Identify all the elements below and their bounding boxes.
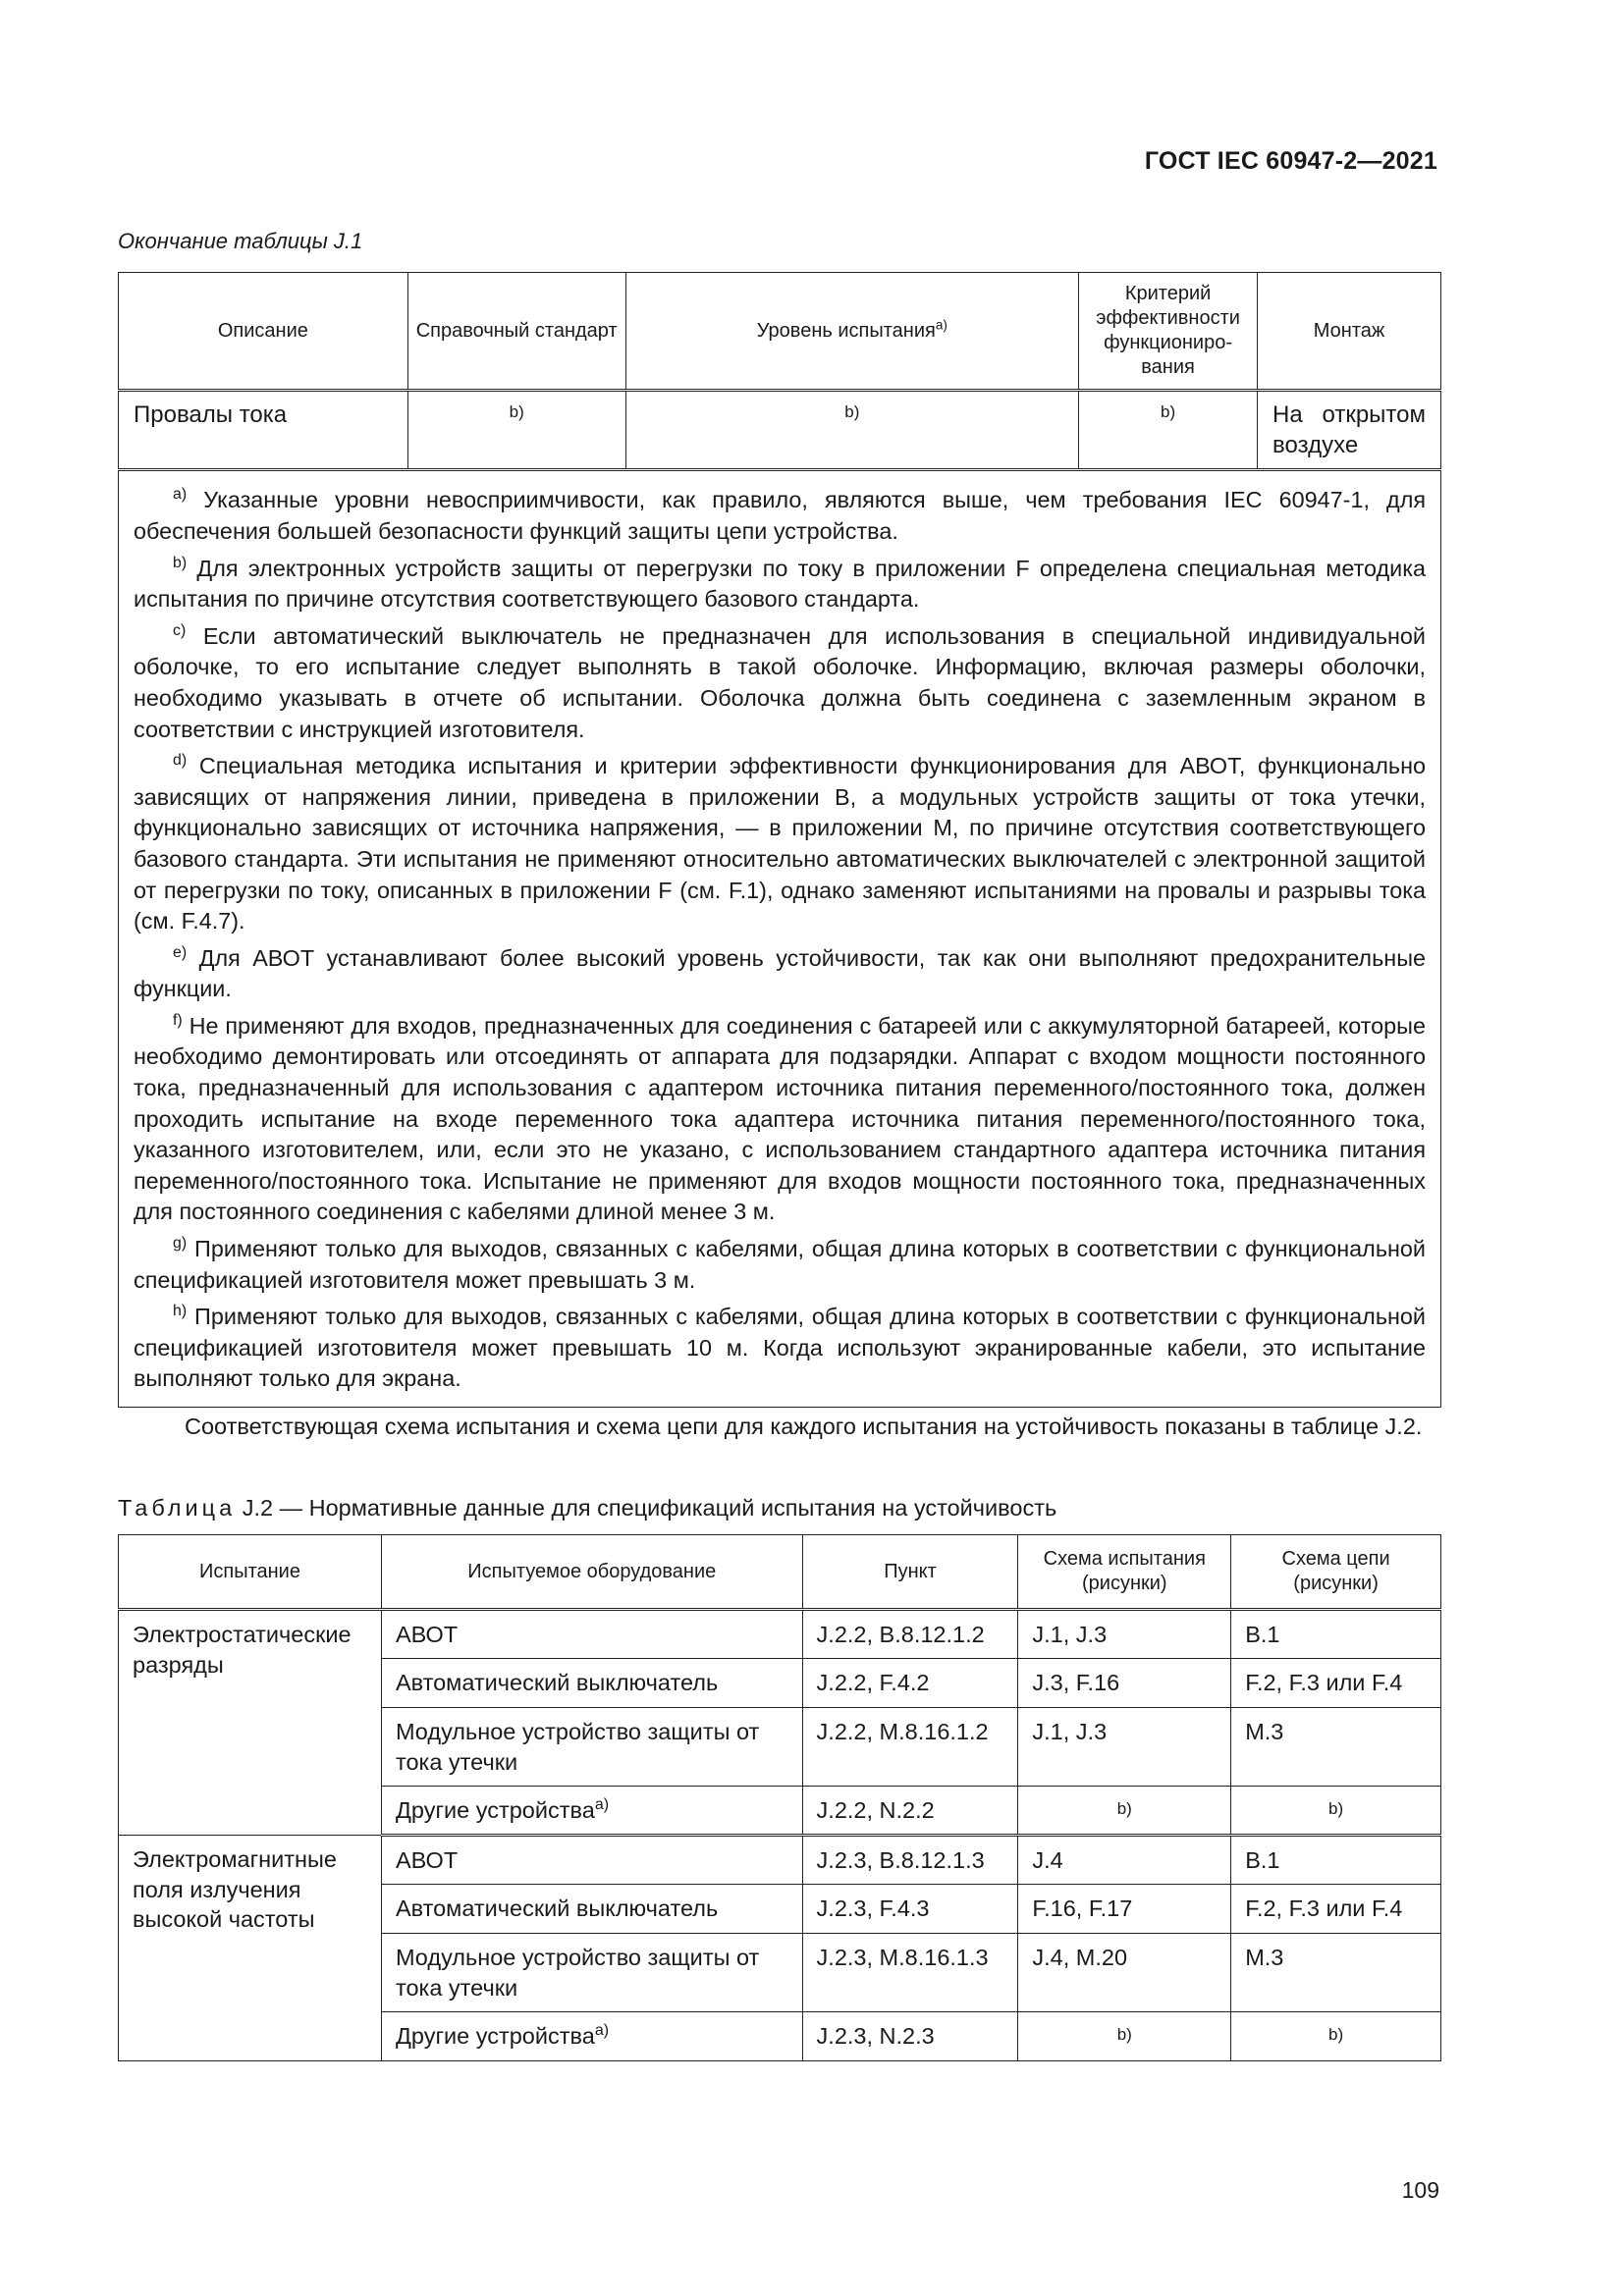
column-header-reference-standard: Справочный стандарт xyxy=(407,273,625,391)
caption-label: Таблица xyxy=(118,1495,237,1521)
body-paragraph: Соответствующая схема испытания и схема цепи для каждого испытания на устойчивость показаны в таблице J.2. xyxy=(185,1414,1423,1439)
cell-clause: J.2.2, M.8.16.1.2 xyxy=(802,1708,1018,1787)
footnote-d: $^{d)}$ Специальная методика испытания и критерии эффективности функционирования для АВОТ, функционально зависящих от напряжения линии, приведена в приложении В, а модульных устройств защиты от тока утечки, функционально зависящих от источника напряжения, — в приложении М, по причине отсутствия соответствующего базового стандарта. Эти испытания не применяют относительно автоматических выключателей с электронной защитой от перегрузки по току, описанных в приложении F (см. F.1), однако заменяют испытаниями на провалы и разрывы тока (см. F.4.7). xyxy=(134,752,1426,934)
cell-circuit-scheme: F.2, F.3 или F.4 xyxy=(1231,1659,1441,1708)
footnote-f: $^{f)}$ Не применяют для входов, предназначенных для соединения с батареей или с аккумуляторной батареей, которые необходимо демонтировать или отсоединять от аппарата для подзарядки. Аппарат с входом мощности постоянного тока, предназначенный для использования с адаптером источника питания переменного/постоянного тока, должен проходить испытание на входе переменного тока адаптера источника питания переменного/постоянного тока, указанного изготовителем, или, если это не указано, с использованием стандартного адаптера источника питания переменного/постоянного тока. Испытание не применяют для входов мощности постоянного тока, предназначенных для постоянного соединения с кабелями длиной менее 3 м. xyxy=(134,1012,1426,1225)
cell-equipment: Автоматический выключатель xyxy=(381,1659,802,1708)
cell-equipment: АВОТ xyxy=(381,1610,802,1659)
cell-clause: J.2.3, N.2.3 xyxy=(802,2012,1018,2061)
cell-test-level: b) xyxy=(625,391,1078,470)
table-row xyxy=(119,1836,1441,1885)
table-j1-end xyxy=(118,272,1441,1408)
footnote-mark: h) xyxy=(173,1303,188,1320)
cell-test-scheme: F.16, F.17 xyxy=(1018,1885,1231,1934)
table-j2-caption xyxy=(118,1495,1056,1522)
cell-equipment: Модульное устройство защиты от тока утечки xyxy=(381,1708,802,1787)
cell-circuit-scheme: b) xyxy=(1231,1787,1441,1836)
footnote-g: $^{g)}$ Применяют только для выходов, связанных с кабелями, общая длина которых в соответствии с функциональной спецификацией изготовителя может превышать 3 м. xyxy=(134,1235,1426,1293)
footnote-mark: c) xyxy=(173,621,187,639)
table-row xyxy=(119,1610,1441,1659)
cell-circuit-scheme: b) xyxy=(1231,2012,1441,2061)
cell-test-type: Электромагнитные поля излучения высокой частоты xyxy=(119,1836,382,2061)
cell-clause: J.2.3, M.8.16.1.3 xyxy=(802,1934,1018,2012)
footnote-mark: a) xyxy=(594,1796,610,1814)
footnote-e: $^{e)}$ Для АВОТ устанавливают более высокий уровень устойчивости, так как они выполняют предохранительные функции. xyxy=(134,943,1427,1002)
cell-test-scheme: J.4, M.20 xyxy=(1018,1934,1231,2012)
caption-title: J.2 — Нормативные данные для спецификаций испытания на устойчивость xyxy=(242,1495,1057,1521)
table-footnotes xyxy=(119,470,1441,1408)
footnote-mark: g) xyxy=(173,1235,188,1253)
cell-test-type: Электростатические разряды xyxy=(119,1610,382,1836)
cell-clause: J.2.2, N.2.2 xyxy=(802,1787,1018,1836)
document-code: ГОСТ IEC 60947-2—2021 xyxy=(1144,147,1437,175)
footnote-mark: a) xyxy=(935,316,947,332)
footnote-h: $^{h)}$ Применяют только для выходов, связанных с кабелями, общая длина которых в соответствии с функциональной спецификацией изготовителя может превышать 10 м. Когда используют экранированные кабели, это испытание выполняют только для экрана. xyxy=(134,1303,1426,1392)
footnote-mark: d) xyxy=(173,752,188,770)
table-header-row xyxy=(119,1535,1441,1610)
column-header-equipment: Испытуемое оборудование xyxy=(381,1535,802,1610)
column-header-test: Испытание xyxy=(119,1535,382,1610)
page-number: 109 xyxy=(1401,2177,1439,2203)
cell-description: Провалы тока xyxy=(119,391,408,470)
column-header-description: Описание xyxy=(119,273,408,391)
cell-circuit-scheme: B.1 xyxy=(1231,1610,1441,1659)
footnote-mark: a) xyxy=(173,486,188,504)
cell-equipment: АВОТ xyxy=(381,1836,802,1885)
column-header-circuit-scheme: Схема цепи (рисунки) xyxy=(1231,1535,1441,1610)
cell-test-scheme: J.1, J.3 xyxy=(1018,1610,1231,1659)
footnote-a: $^{a)}$ Указанные уровни невосприимчивости, как правило, являются выше, чем требования IEC 60947-1, для обеспечения большей безопасности функций защиты цепи устройства. xyxy=(134,486,1427,544)
cell-equipment: Другие устройства$^{a)}$ xyxy=(381,1787,802,1836)
footnote-mark: a) xyxy=(594,2022,610,2040)
cell-clause: J.2.3, B.8.12.1.3 xyxy=(802,1836,1018,1885)
cell-mounting: На открытом воздухе xyxy=(1258,391,1441,470)
column-header-clause: Пункт xyxy=(802,1535,1018,1610)
cell-circuit-scheme: M.3 xyxy=(1231,1708,1441,1787)
cell-test-scheme: b) xyxy=(1018,1787,1231,1836)
column-header-performance-criterion: Критерий эффективности функциониро-вания xyxy=(1079,273,1258,391)
cell-test-scheme: b) xyxy=(1018,2012,1231,2061)
column-header-test-scheme: Схема испытания (рисунки) xyxy=(1018,1535,1231,1610)
cell-equipment: Модульное устройство защиты от тока утечки xyxy=(381,1934,802,2012)
footnote-mark: e) xyxy=(173,943,188,961)
footnote-c: $^{c)}$ Если автоматический выключатель не предназначен для использования в специальной индивидуальной оболочке, то его испытание следует выполнять в такой оболочке. Информацию, включая размеры оболочки, необходимо указывать в отчете об испытании. Оболочка должна быть соединена с заземленным экраном в соответствии с инструкцией изготовителя. xyxy=(134,621,1426,742)
cell-circuit-scheme: B.1 xyxy=(1231,1836,1441,1885)
cell-test-scheme: J.1, J.3 xyxy=(1018,1708,1231,1787)
cell-test-scheme: J.3, F.16 xyxy=(1018,1659,1231,1708)
cell-equipment: Автоматический выключатель xyxy=(381,1885,802,1934)
table-header-row xyxy=(119,273,1441,391)
cell-reference-standard: b) xyxy=(407,391,625,470)
cell-clause: J.2.2, B.8.12.1.2 xyxy=(802,1610,1018,1659)
table-j2 xyxy=(118,1534,1441,2061)
cell-circuit-scheme: M.3 xyxy=(1231,1934,1441,2012)
table-continuation-caption: Окончание таблицы J.1 xyxy=(118,229,363,253)
cell-performance-criterion: b) xyxy=(1079,391,1258,470)
table-notes-row xyxy=(119,470,1441,1408)
table-row xyxy=(119,391,1441,470)
column-header-mounting: Монтаж xyxy=(1258,273,1441,391)
footnote-b: $^{b)}$ Для электронных устройств защиты от перегрузки по току в приложении F определена специальная методика испытания по причине отсутствия соответствующего базового стандарта. xyxy=(134,554,1426,613)
column-header-test-level: Уровень испытания$^{a)}$ xyxy=(625,273,1078,391)
cell-clause: J.2.2, F.4.2 xyxy=(802,1659,1018,1708)
cell-circuit-scheme: F.2, F.3 или F.4 xyxy=(1231,1885,1441,1934)
footnote-mark: f) xyxy=(173,1012,183,1030)
cell-test-scheme: J.4 xyxy=(1018,1836,1231,1885)
cell-clause: J.2.3, F.4.3 xyxy=(802,1885,1018,1934)
cell-equipment: Другие устройства$^{a)}$ xyxy=(381,2012,802,2061)
footnote-mark: b) xyxy=(173,554,188,571)
